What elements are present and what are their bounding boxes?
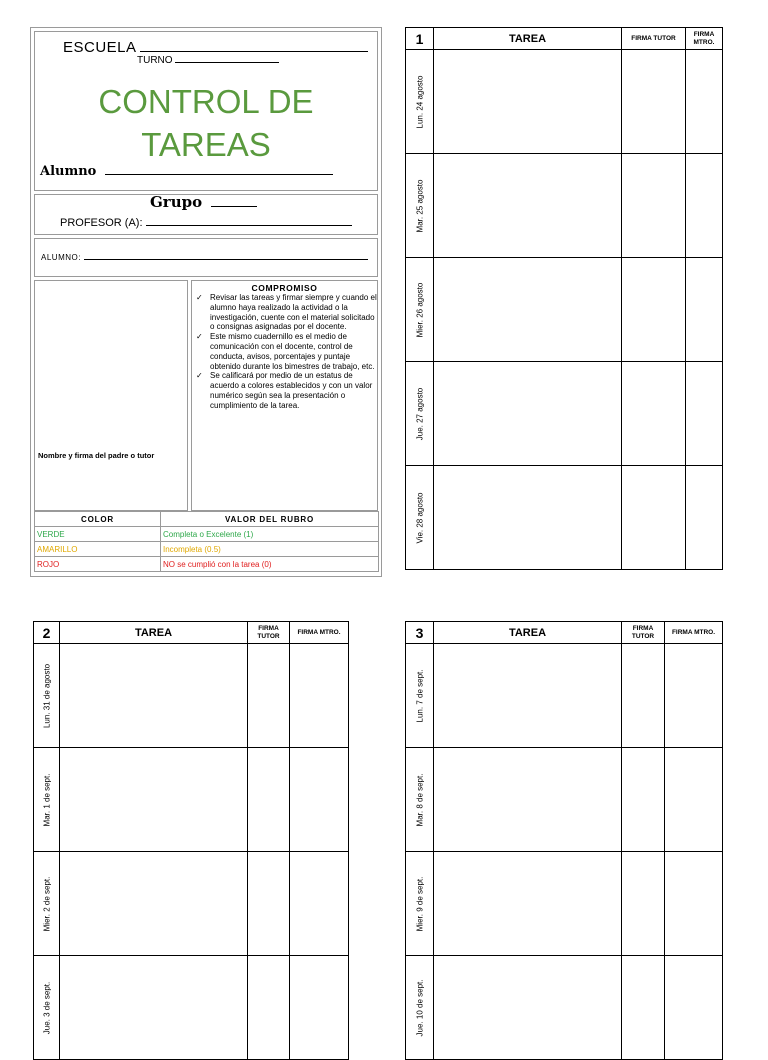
alumno-line[interactable] [105,174,333,175]
firma-label: Nombre y firma del padre o tutor [38,451,155,460]
day-row [406,362,723,466]
firma-tutor-cell[interactable] [622,362,686,466]
day-row [406,466,723,570]
day-row [406,258,723,362]
alumno2-line[interactable] [84,259,368,260]
firma-mtro-cell[interactable] [665,852,723,956]
firma-tutor-cell[interactable] [248,748,290,852]
firma-mtro-cell[interactable] [686,258,723,362]
rubric-valor: NO se cumplió con la tarea (0) [161,557,379,572]
turno-label: TURNO [137,55,173,66]
compromiso-item: ✓ Se calificará por medio de un estatus de acuerdo a colores establecidos y con un valor numérico según sea la presentación o cumplimiento de la tarea. [196,371,373,410]
check-icon: ✓ [196,332,203,342]
school-box [34,31,378,191]
tarea-cell[interactable] [60,852,248,956]
grupo-label: Grupo [150,193,203,211]
firma-tutor-cell[interactable] [622,956,665,1060]
tarea-cell[interactable] [60,748,248,852]
compromiso-box [191,280,378,511]
firma-tutor-cell[interactable] [622,466,686,570]
compromiso-list [192,293,377,411]
day-label: Jue. 27 agosto [415,387,424,440]
firma-tutor-cell[interactable] [248,644,290,748]
page-title-line2: TAREAS [141,126,271,163]
firma-tutor-cell[interactable] [248,852,290,956]
firma-tutor-header: FIRMA TUTOR [622,28,686,50]
tarea-cell[interactable] [434,362,622,466]
firma-mtro-header: FIRMA MTRO. [686,28,723,50]
alumno2-label: ALUMNO: [41,253,81,262]
firma-tutor-header: FIRMA TUTOR [622,622,665,644]
day-label: Jue. 10 de sept. [415,979,424,1036]
firma-mtro-cell[interactable] [686,362,723,466]
firma-mtro-cell[interactable] [686,466,723,570]
firma-mtro-cell[interactable] [290,852,349,956]
week-table-1 [405,27,723,570]
firma-mtro-header: FIRMA MTRO. [665,622,723,644]
day-label: Lun. 7 de sept. [415,669,424,722]
day-row [406,644,723,748]
firma-mtro-cell[interactable] [665,644,723,748]
escuela-field [63,39,368,56]
turno-line[interactable] [175,62,279,63]
rubric-row-amarillo [35,542,379,557]
rubric-color: AMARILLO [35,542,161,557]
day-row [34,644,349,748]
day-label: Mier. 2 de sept. [42,876,51,931]
day-label: Vie. 28 agosto [415,491,424,544]
tarea-header: TAREA [434,28,622,50]
tarea-cell[interactable] [60,644,248,748]
tarea-cell[interactable] [434,466,622,570]
week-table-3 [405,621,723,1060]
rubric-table [34,511,379,572]
check-icon: ✓ [196,371,203,381]
firma-box[interactable] [34,280,188,511]
tarea-cell[interactable] [434,258,622,362]
firma-mtro-cell[interactable] [665,956,723,1060]
day-label: Mar. 25 agosto [415,179,424,232]
firma-mtro-cell[interactable] [665,748,723,852]
day-row [406,50,723,154]
day-row [34,852,349,956]
day-row [34,956,349,1060]
firma-mtro-cell[interactable] [290,644,349,748]
day-label: Jue. 3 de sept. [42,981,51,1034]
tarea-cell[interactable] [60,956,248,1060]
profesor-line[interactable] [146,225,352,226]
firma-mtro-header: FIRMA MTRO. [290,622,349,644]
firma-tutor-cell[interactable] [622,852,665,956]
week-header-row [406,622,723,644]
profesor-label: PROFESOR (A): [60,217,143,229]
firma-mtro-cell[interactable] [290,748,349,852]
turno-field [137,55,279,66]
week-number: 3 [406,622,434,644]
firma-tutor-cell[interactable] [622,644,665,748]
rubric-row-verde [35,527,379,542]
tarea-header: TAREA [60,622,248,644]
day-row [406,852,723,956]
alumno-field [40,164,333,179]
firma-tutor-header: FIRMA TUTOR [248,622,290,644]
firma-mtro-cell[interactable] [290,956,349,1060]
color-header: COLOR [35,512,161,527]
rubric-valor: Incompleta (0.5) [161,542,379,557]
day-label: Lun. 31 de agosto [42,663,51,728]
firma-mtro-cell[interactable] [686,50,723,154]
week-table-2 [33,621,349,1060]
rubric-color: ROJO [35,557,161,572]
firma-tutor-cell[interactable] [622,154,686,258]
compromiso-item: ✓ Revisar las tareas y firmar siempre y cuando el alumno haya realizado la actividad o la investigación, cuente con el material solicitado o consignas asignadas por el docente. [196,293,377,332]
day-label: Mar. 8 de sept. [415,773,424,826]
grupo-line[interactable] [211,206,257,207]
firma-tutor-cell[interactable] [622,50,686,154]
grupo-field [150,193,257,211]
profesor-field [60,217,352,229]
check-icon: ✓ [196,293,203,302]
day-row [406,154,723,258]
alumno2-field [41,253,368,262]
week-header-row [406,28,723,50]
day-label: Mar. 1 de sept. [42,773,51,826]
rubric-color: VERDE [35,527,161,542]
firma-tutor-cell[interactable] [622,748,665,852]
tarea-cell[interactable] [434,956,622,1060]
rubric-valor: Completa o Excelente (1) [161,527,379,542]
grupo-box [34,194,378,235]
firma-tutor-cell[interactable] [622,258,686,362]
firma-mtro-cell[interactable] [686,154,723,258]
week-number: 2 [34,622,60,644]
escuela-label: ESCUELA [63,39,136,56]
tarea-cell[interactable] [434,50,622,154]
rubric-row-rojo [35,557,379,572]
tarea-header: TAREA [434,622,622,644]
day-row [34,748,349,852]
day-row [406,748,723,852]
rubric-header-row [35,512,379,527]
alumno-label: Alumno [40,164,97,179]
day-label: Lun. 24 agosto [415,75,424,128]
tarea-cell[interactable] [434,852,622,956]
week-header-row [34,622,349,644]
valor-header: VALOR DEL RUBRO [161,512,379,527]
escuela-line[interactable] [140,51,368,52]
alumno2-box [34,238,378,277]
compromiso-item: ✓ Este mismo cuadernillo es el medio de comunicación con el docente, control de conducta, avisos, porcentajes y puntaje obtenido durante los bimestres de trabajo, etc. [196,332,375,371]
tarea-cell[interactable] [434,154,622,258]
day-label: Mier. 26 agosto [415,282,424,337]
day-row [406,956,723,1060]
page-title-line1: CONTROL DE [98,83,314,120]
compromiso-title: COMPROMISO [251,283,318,293]
tarea-cell[interactable] [434,748,622,852]
firma-tutor-cell[interactable] [248,956,290,1060]
day-label: Mier. 9 de sept. [415,876,424,931]
week-number: 1 [406,28,434,50]
cover-card [30,27,382,577]
tarea-cell[interactable] [434,644,622,748]
